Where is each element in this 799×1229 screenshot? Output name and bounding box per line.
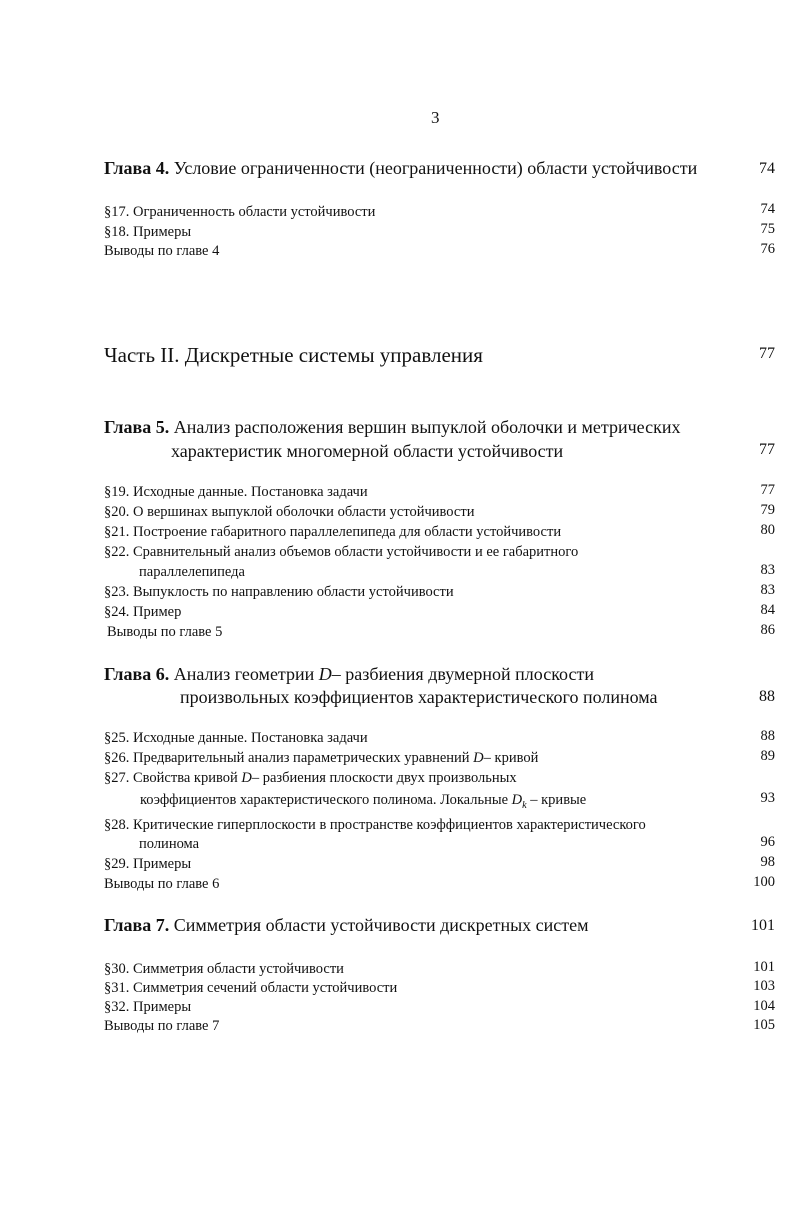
toc-page: 104 bbox=[753, 998, 775, 1014]
toc-item-var: D bbox=[241, 770, 252, 786]
toc-item: §25. Исходные данные. Постановка задачи bbox=[104, 730, 368, 746]
toc-item: Выводы по главе 5 bbox=[107, 624, 223, 640]
toc-page: 83 bbox=[760, 562, 775, 578]
chapter-6-label: Глава 6. bbox=[104, 664, 170, 684]
toc-item-line2-a: коэффициентов характеристического полинома. Локальные bbox=[140, 792, 512, 808]
toc-page: 76 bbox=[760, 241, 775, 257]
chapter-5-heading bbox=[104, 417, 680, 438]
toc-item-continuation: параллелепипеда bbox=[139, 564, 245, 580]
toc-item: §17. Ограниченность области устойчивости bbox=[104, 204, 376, 220]
toc-page: 103 bbox=[753, 978, 775, 994]
toc-item bbox=[104, 750, 538, 767]
page-number: 3 bbox=[431, 108, 440, 127]
toc-item: §29. Примеры bbox=[104, 856, 192, 872]
chapter-7-heading bbox=[104, 915, 589, 936]
chapter-5-label: Глава 5. bbox=[104, 417, 170, 437]
chapter-6-title-var: D bbox=[318, 664, 332, 684]
toc-page: 86 bbox=[760, 622, 775, 638]
chapter-4-label: Глава 4. bbox=[104, 158, 170, 178]
chapter-4-title: Условие ограниченности (неограниченности) области устойчивости bbox=[173, 158, 698, 178]
chapter-6-page: 88 bbox=[759, 688, 775, 705]
part-2-page: 77 bbox=[759, 345, 775, 362]
toc-page: 96 bbox=[760, 834, 775, 850]
chapter-7-page: 101 bbox=[751, 917, 775, 934]
toc-item: §24. Пример bbox=[104, 604, 182, 620]
toc-page: 89 bbox=[760, 748, 775, 764]
toc-item: §21. Построение габаритного параллелепипеда для области устойчивости bbox=[104, 524, 562, 540]
toc-page: 83 bbox=[760, 582, 775, 598]
toc-item: §28. Критические гиперплоскости в пространстве коэффициентов характеристического bbox=[104, 817, 646, 833]
toc-page: 105 bbox=[753, 1017, 775, 1033]
toc-page: 74 bbox=[760, 201, 775, 217]
chapter-6-title-b: – разбиения двумерной плоскости bbox=[331, 664, 594, 684]
chapter-5-page: 77 bbox=[759, 441, 775, 458]
toc-item-continuation bbox=[140, 792, 586, 811]
toc-item: §18. Примеры bbox=[104, 224, 192, 240]
toc-item: §22. Сравнительный анализ объемов области устойчивости и ее габаритного bbox=[104, 544, 579, 560]
chapter-6-title-line2: произвольных коэффициентов характеристического полинома bbox=[180, 687, 658, 707]
toc-item-line2-var: D bbox=[511, 792, 523, 808]
toc-item-text-a: §26. Предварительный анализ параметрических уравнений bbox=[104, 750, 474, 766]
toc-item: §23. Выпуклость по направлению области устойчивости bbox=[104, 584, 454, 600]
toc-page: 88 bbox=[760, 728, 775, 744]
toc-item: §19. Исходные данные. Постановка задачи bbox=[104, 484, 368, 500]
chapter-5-title-line2: характеристик многомерной области устойчивости bbox=[171, 441, 564, 461]
chapter-6-title-a: Анализ геометрии bbox=[173, 664, 319, 684]
chapter-6-heading bbox=[104, 664, 594, 685]
toc-page: 84 bbox=[760, 602, 775, 618]
toc-item: Выводы по главе 6 bbox=[104, 876, 220, 892]
toc-item bbox=[104, 770, 517, 787]
chapter-5-title: Анализ расположения вершин выпуклой оболочки и метрических bbox=[173, 417, 681, 437]
chapter-4-heading bbox=[104, 158, 697, 179]
toc-item-text-b: – разбиения плоскости двух произвольных bbox=[251, 770, 517, 786]
toc-item: Выводы по главе 7 bbox=[104, 1018, 220, 1034]
toc-page: 101 bbox=[753, 959, 775, 975]
part-2-heading: Часть II. Дискретные системы управления bbox=[104, 343, 483, 367]
chapter-7-title: Симметрия области устойчивости дискретных систем bbox=[173, 915, 589, 935]
toc-item: §31. Симметрия сечений области устойчивости bbox=[104, 980, 398, 996]
toc-item-text-b: – кривой bbox=[483, 750, 539, 766]
toc-item-var: D bbox=[473, 750, 484, 766]
toc-item-text-a: §27. Свойства кривой bbox=[104, 770, 242, 786]
toc-item-line2-sub: k bbox=[522, 799, 527, 811]
chapter-4-page: 74 bbox=[759, 160, 775, 177]
toc-page: 93 bbox=[760, 790, 775, 806]
toc-item-line2-b: – кривые bbox=[526, 792, 587, 808]
chapter-7-label: Глава 7. bbox=[104, 915, 170, 935]
toc-page: 79 bbox=[760, 502, 775, 518]
toc-item: §30. Симметрия области устойчивости bbox=[104, 961, 344, 977]
toc-page: 98 bbox=[760, 854, 775, 870]
toc-item: Выводы по главе 4 bbox=[104, 243, 220, 259]
toc-item-continuation: полинома bbox=[139, 836, 200, 852]
toc-page: 100 bbox=[753, 874, 775, 890]
toc-page: 75 bbox=[760, 221, 775, 237]
toc-item: §20. О вершинах выпуклой оболочки области устойчивости bbox=[104, 504, 475, 520]
toc-item: §32. Примеры bbox=[104, 999, 192, 1015]
toc-page: 80 bbox=[760, 522, 775, 538]
toc-page: 77 bbox=[760, 482, 775, 498]
